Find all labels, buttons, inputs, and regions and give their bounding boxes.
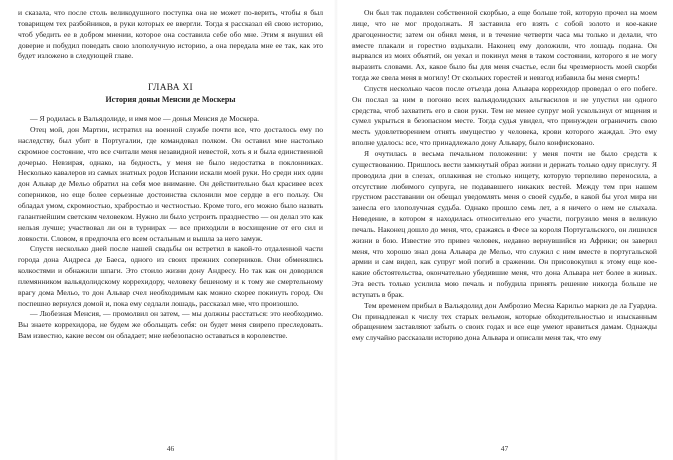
paragraph: Спустя несколько дней после нашей свадьбы он встретил в какой-то отдаленной части города дона Андреса де Баеса, одного из своих прежних соперников. Они обменялись колкостями и обнажили шпаги. Это стоило жизни дону Андресу. Но так как он доводился племянником вальядолидскому коррехидору, человеку бешеному и к тому же смертельному врагу дома Мельо, то дон Альвар счел необходимым как можно скорее покинуть город. Он поспешно вернулся домой и, пока ему седлали лошадь, рассказал мне, что произошло. bbox=[18, 244, 323, 308]
page-number: 46 bbox=[166, 444, 175, 453]
paragraph: Спустя несколько часов после отъезда дона Альвара коррехидор проведал о его побеге. Он послал за ним в погоню всех вальядолидских альгвасилов и не упустил ни одного средства, чтоб захватить его в свои руки. Тем не менее супруг мой ускользнул от мщения и сумел укрыться в безопасном месте. Тогда судья увидел, что принужден ограничить свою месть удовлетворением отнять имущество у человека, крови которого жаждал. Это ему вполне удалось: все, что принадлежало дону Альвару, было конфисковано. bbox=[352, 83, 657, 148]
right-page bbox=[352, 8, 657, 454]
page-number: 47 bbox=[500, 444, 509, 453]
paragraph: — Я родилась в Вальядолиде, и имя мое — донья Менсия де Москера. bbox=[30, 114, 259, 124]
left-page-text bbox=[18, 8, 323, 342]
paragraph: Я очутилась в весьма печальном положении: у меня почти не было средств к существованию. Пришлось вести замкнутый образ жизни и держать только одну прислугу. Я проводила дни в слезах, оплакивая не столько нищету, которую терпеливо переносила, а отсутствие любимого супруга, не подававшего никаких вестей. Между тем при нашем грустном расставании он обещал уведомлять меня о своей судьбе, в какой бы угол мира ни занесла его злополучная судьба. Однако прошло семь лет, а я ничего о нем не слыхала. Неведение, в котором я находилась относительно его участи, погрузило меня в великую печаль. Наконец дошло до меня, что, сражаясь в Фесе за короля Португальского, он лишился жизни в бою. Известие это привез человек, недавно вернувшийся из Африки; он заверил меня, что хорошо знал дона Альвара де Мельо, что служил с ним вместе в португальской армии и сам видел, как супруг мой погиб в сражении. Он присовокупил к этому еще кое-какие обстоятельства, окончательно убедившие меня, что дона Альвара нет более в живых. Эта весть только усилила мою печаль и побудила принять решение никогда больше не вступать в брак. bbox=[352, 148, 657, 299]
paragraph: Тем временем прибыл в Вальядолид дон Амброзио Месиа Карильо маркиз де ла Гуардиа. Он принадлежал к числу тех старых вельмож, которые обходительностью и изысканным обращением заставляют забыть о своих годах и все еще умеют нравиться дамам. Однажды ему случайно рассказали историю дона Альвара и описали меня так, что ему bbox=[352, 300, 657, 343]
right-page-text bbox=[352, 8, 657, 344]
chapter-subtitle: История доньи Менсии де Москеры bbox=[105, 95, 236, 105]
chapter-title: ГЛАВА XI bbox=[148, 83, 193, 94]
left-page bbox=[18, 8, 323, 454]
paragraph: Отец мой, дон Мартин, истратил на военной службе почти все, что досталось ему по наследству, был убит в Португалии, где командовал полком. Он оставил мне настолько скромное состояние, что все считали меня незавидной невестой, хоть я и была единственной дочерью. Невзирая, однако, на бедность, у меня не было недостатка в поклонниках. Несколько кавалеров из самых знатных родов Испании искали моей руки. Но среди них один дон Альвар де Мельо обратил на себя мое внимание. Он действительно был красивее всех соперников, но еще более серьезные достоинства склонили мое сердце в его пользу. Он обладал умом, скромностью, храбростью и честностью. Кроме того, его можно было назвать галантнейшим светским человеком. Нужно ли было устроить празднество — он делал это как нельзя лучше; участвовал ли он в турнирах — все приходили в восхищение от его сил и ловкости. Словом, я предпочла его всем остальным и вышла за него замуж. bbox=[18, 125, 323, 243]
paragraph: Он был так подавлен собственной скорбью, а еще больше той, которую прочел на моем лице, что не мог продолжать. Я заставила его взять с собой золото и кое-какие драгоценности; затем он обнял меня, и в течение четверти часа мы только и делали, что вместе плакали и горестно вздыхали. Наконец ему доложили, что лошадь подана. Он вырвался из моих объятий, он уехал и покинул меня в таком состоянии, которого я не могу выразить словами. Ах, какое было бы для меня счастье, если бы чрезмерность моей скорби тогда же свела меня в могилу! От скольких горестей и невзгод избавила бы меня смерть! bbox=[352, 8, 657, 83]
book-gutter bbox=[334, 0, 338, 460]
paragraph: — Любезная Менсия, — промолвил он затем, — мы должны расстаться: это необходимо. Вы знаете коррехидора, не будем же обольщать себя: он будет меня свирепо преследовать. Вам известно, какие весом он обладает; мне небезопасно оставаться в королевстве. bbox=[18, 309, 323, 341]
paragraph: и сказала, что после столь великодушного поступка она не может по-верить, чтобы я был товарищем тех разбойников, в руки которых ее ввергли. Тогда я рассказал ей свою историю, чтоб убедить ее в добром мнении, которое она составила себе обо мне. Этим я внушил ей доверие и побудил поведать свою злополучную историю, а она передала мне ее так, как это будет изложено в следующей главе. bbox=[18, 8, 323, 61]
chapter-heading bbox=[18, 82, 323, 105]
